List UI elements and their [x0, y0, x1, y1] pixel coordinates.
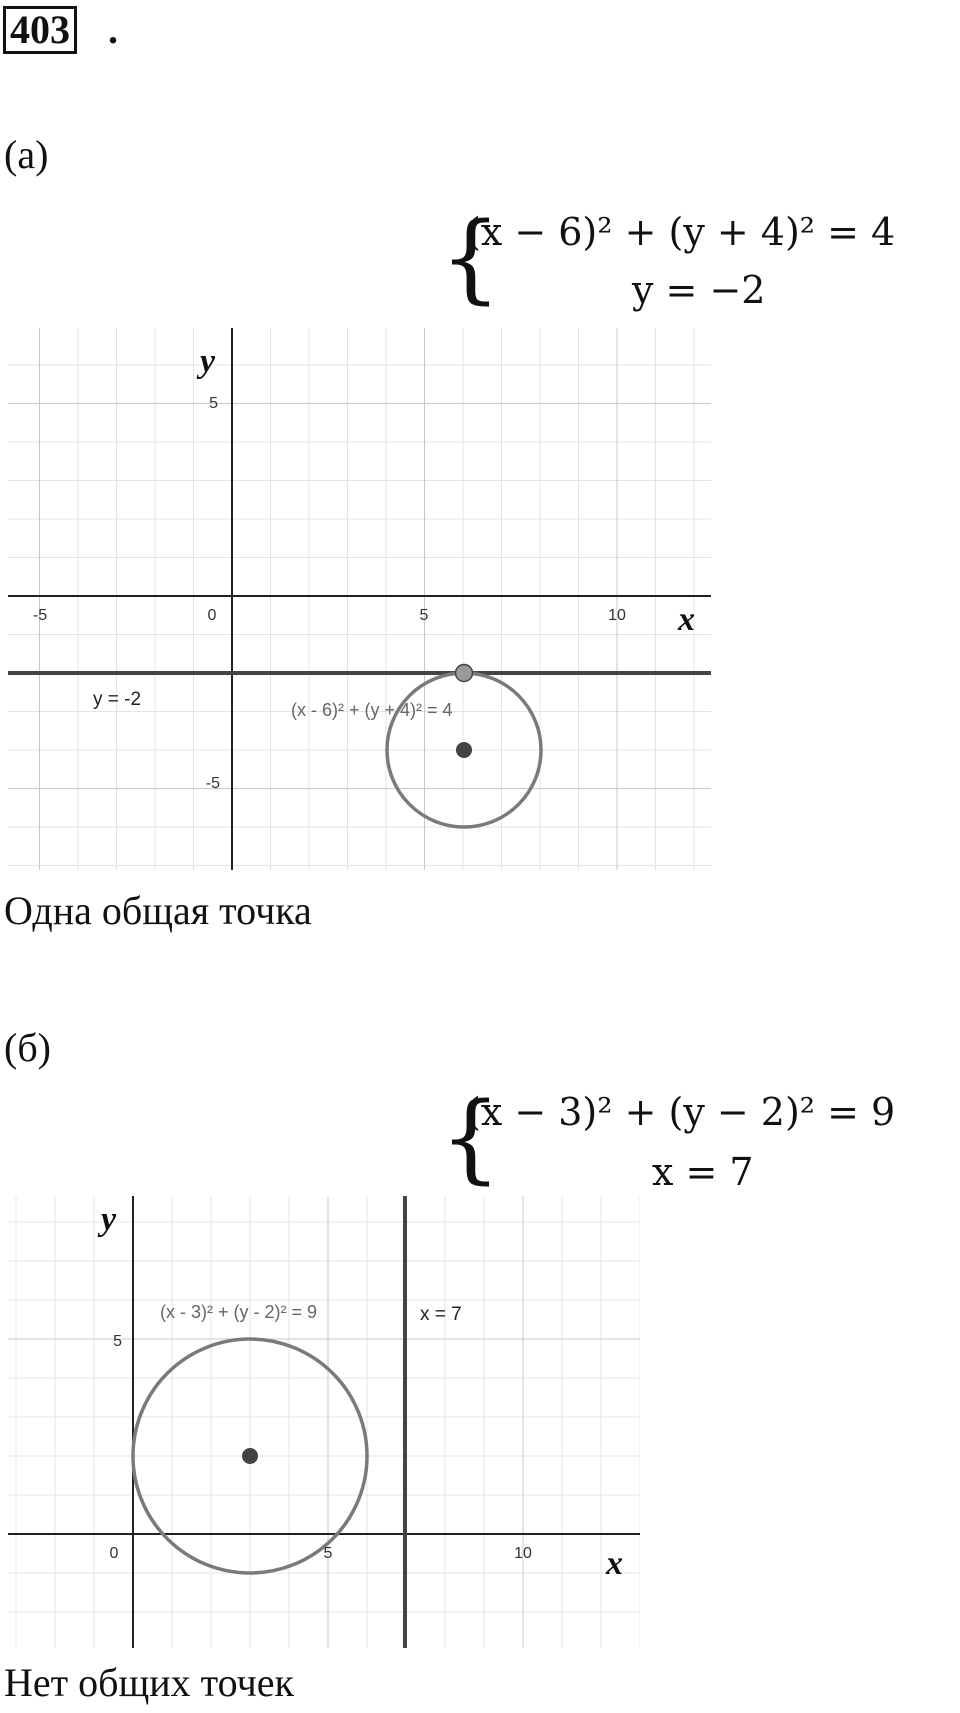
part-a-system-brace: { — [440, 202, 502, 314]
part-b-tick-x-10: 10 — [514, 1545, 532, 1562]
part-a-y-axis-label: y — [200, 343, 216, 380]
part-a-graph — [8, 328, 711, 870]
part-a-circle-label: (x - 6)² + (y + 4)² = 4 — [291, 700, 453, 720]
part-b-tick-origin: 0 — [109, 1545, 119, 1562]
part-a-equation-1: (x − 6)² + (y + 4)² = 4 — [466, 210, 896, 254]
part-a-x-axis-label: x — [678, 601, 695, 638]
part-a-tangent-point — [456, 665, 473, 682]
part-b-tick-x-5: 5 — [323, 1545, 333, 1562]
part-a-major-grid — [8, 328, 711, 870]
part-b-circle-center — [242, 1448, 258, 1464]
part-b-equation-2: x = 7 — [652, 1150, 754, 1194]
part-b-answer: Нет общих точек — [4, 1660, 294, 1705]
part-b-graph — [8, 1196, 640, 1648]
part-b-system-brace: { — [440, 1082, 502, 1194]
part-b-line-label: x = 7 — [420, 1304, 462, 1325]
part-b-y-axis-label: y — [101, 1201, 117, 1238]
problem-number: 403 — [3, 6, 77, 54]
part-a-tick-x-5: 5 — [419, 607, 429, 624]
part-a-equation-2: y = −2 — [632, 268, 766, 312]
part-a-tick-x-10: 10 — [608, 607, 626, 624]
part-a-tick-y-5: 5 — [209, 395, 218, 412]
part-a-answer: Одна общая точка — [4, 888, 312, 933]
part-a-label: (а) — [4, 132, 49, 177]
part-b-tick-y-5: 5 — [113, 1333, 122, 1350]
part-b-major-grid — [8, 1196, 640, 1648]
part-a-tick-y-minus5: -5 — [205, 775, 220, 792]
part-b-circle-label: (x - 3)² + (y - 2)² = 9 — [160, 1302, 318, 1322]
part-a-circle-center — [456, 742, 472, 758]
part-b-label: (б) — [4, 1025, 51, 1070]
part-b-equation-1: (x − 3)² + (y − 2)² = 9 — [466, 1090, 896, 1134]
part-a-tick-x-minus5: -5 — [32, 607, 48, 624]
part-a-line-label: y = -2 — [93, 689, 142, 710]
problem-number-dot: . — [108, 7, 118, 52]
part-b-minor-grid — [8, 1196, 640, 1648]
part-a-tick-origin: 0 — [207, 607, 217, 624]
part-b-x-axis-label: x — [606, 1545, 623, 1582]
